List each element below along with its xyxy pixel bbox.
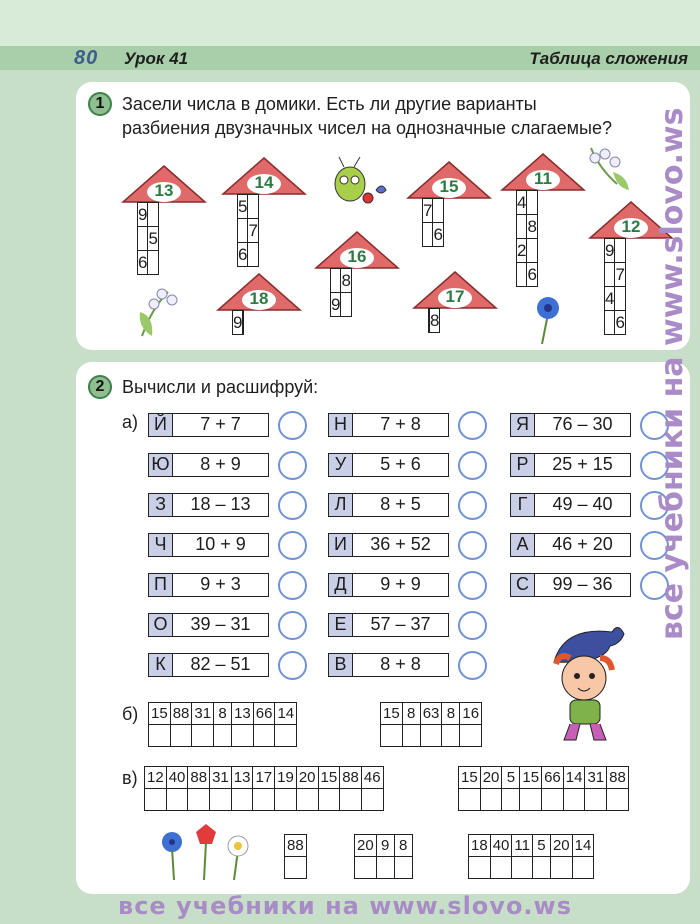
code-number: 12	[145, 767, 167, 789]
code-grid-b2	[380, 702, 482, 747]
expression: 8 + 9	[172, 453, 269, 477]
code-grid-c1	[144, 766, 384, 811]
letter-cell[interactable]	[188, 789, 210, 811]
cipher-letter: Й	[148, 413, 172, 437]
code-number: 40	[166, 767, 188, 789]
code-number: 5	[532, 835, 550, 857]
house-cell[interactable]	[138, 227, 148, 251]
part-a-label: а)	[122, 412, 139, 432]
expression-row	[328, 413, 487, 437]
code-number: 8	[214, 703, 232, 725]
house-cells	[137, 202, 159, 275]
cipher-letter: Р	[510, 453, 534, 477]
house-cell[interactable]	[148, 203, 158, 227]
code-grid-c2	[458, 766, 629, 811]
house-number: 13	[154, 181, 174, 200]
letter-cell[interactable]	[318, 789, 340, 811]
letter-cell[interactable]	[166, 789, 188, 811]
expression: 8 + 5	[352, 493, 449, 517]
flower-bells-illustration	[581, 144, 633, 192]
code-number: 40	[490, 835, 512, 857]
code-grid-b1	[148, 702, 297, 747]
letter-cell[interactable]	[607, 789, 629, 811]
expression-row	[148, 653, 307, 677]
code-number: 15	[318, 767, 340, 789]
house-cell[interactable]	[605, 311, 615, 335]
cipher-letter: У	[328, 453, 352, 477]
letter-cell[interactable]	[253, 789, 275, 811]
expression: 18 – 13	[172, 493, 269, 517]
house-number: 14	[254, 173, 274, 192]
house-cell[interactable]	[517, 263, 527, 287]
expression-row	[328, 613, 487, 637]
house-cells	[428, 308, 440, 333]
letter-cell[interactable]	[296, 789, 318, 811]
answer-circle[interactable]	[278, 651, 307, 680]
house-cell[interactable]: 7	[423, 199, 433, 223]
house-cell[interactable]: 9	[138, 203, 148, 227]
house-number: 18	[249, 289, 269, 308]
code-number: 31	[192, 703, 214, 725]
house-cell[interactable]	[248, 243, 258, 267]
letter-cell[interactable]	[376, 857, 394, 879]
letter-cell[interactable]	[340, 789, 362, 811]
expression-row	[148, 493, 307, 517]
house-cell[interactable]: 4	[517, 191, 527, 215]
house-cells	[237, 194, 259, 267]
expression-row	[148, 533, 307, 557]
gnome-illustration	[540, 618, 630, 746]
expression-row	[148, 453, 307, 477]
expression-row	[328, 653, 487, 677]
code-number: 11	[512, 835, 533, 857]
house-cell[interactable]	[248, 195, 258, 219]
task-1-panel	[76, 82, 690, 350]
answer-circle[interactable]	[458, 531, 487, 560]
bug-illustration	[326, 154, 392, 210]
letter-cell[interactable]	[520, 789, 542, 811]
code-number: 8	[442, 703, 460, 725]
cipher-letter: Л	[328, 493, 352, 517]
part-b-label: б)	[122, 704, 139, 724]
top-margin	[0, 0, 700, 46]
code-number: 20	[480, 767, 502, 789]
answer-circle[interactable]	[278, 451, 307, 480]
cipher-letter: Д	[328, 573, 352, 597]
code-number: 16	[460, 703, 482, 725]
letter-cell[interactable]	[355, 857, 377, 879]
letter-cell[interactable]	[460, 725, 482, 747]
house-cell[interactable]	[527, 191, 537, 215]
code-number: 19	[275, 767, 297, 789]
house-cell[interactable]: 6	[527, 263, 537, 287]
letter-cell[interactable]	[563, 789, 585, 811]
code-number: 18	[469, 835, 491, 857]
expression-row	[510, 533, 669, 557]
part-c-label: в)	[122, 768, 138, 788]
task-1-text-line-2: разбиения двузначных чисел на однозначные слагаемые?	[122, 118, 613, 138]
code-number: 13	[232, 703, 254, 725]
code-number: 46	[361, 767, 383, 789]
expression: 7 + 8	[352, 413, 449, 437]
expression-row	[328, 453, 487, 477]
code-number: 88	[285, 835, 307, 857]
house-cell[interactable]	[341, 293, 351, 317]
code-number: 15	[381, 703, 403, 725]
code-number: 13	[231, 767, 253, 789]
letter-cell[interactable]	[402, 725, 420, 747]
cipher-letter: З	[148, 493, 172, 517]
answer-circle[interactable]	[458, 571, 487, 600]
code-number: 31	[210, 767, 232, 789]
answer-circle[interactable]	[278, 531, 307, 560]
cipher-letter: К	[148, 653, 172, 677]
house-cell[interactable]: 6	[238, 243, 248, 267]
expression: 9 + 3	[172, 573, 269, 597]
house-number: 16	[347, 247, 367, 266]
cipher-letter: Е	[328, 613, 352, 637]
answer-circle[interactable]	[458, 411, 487, 440]
cipher-letter: Ю	[148, 453, 172, 477]
answer-circle[interactable]	[458, 451, 487, 480]
code-number: 5	[502, 767, 520, 789]
letter-cell[interactable]	[231, 789, 253, 811]
expression-row	[510, 413, 669, 437]
cipher-letter: Н	[328, 413, 352, 437]
house-cell[interactable]: 9	[605, 239, 615, 263]
letter-cell[interactable]	[210, 789, 232, 811]
house-cell[interactable]: 5	[238, 195, 248, 219]
house-cells	[516, 190, 538, 287]
letter-cell[interactable]	[275, 725, 297, 747]
expression-row	[148, 573, 307, 597]
lily-illustration	[136, 282, 186, 338]
letter-cell[interactable]	[572, 857, 594, 879]
expression-row	[148, 613, 307, 637]
lesson-title: Урок 41	[124, 49, 189, 68]
letter-cell[interactable]	[542, 789, 564, 811]
house-cell[interactable]	[433, 199, 443, 223]
letter-cell[interactable]	[285, 857, 307, 879]
house-cell[interactable]	[238, 219, 248, 243]
house-cell[interactable]: 6	[433, 223, 443, 247]
house-cells	[330, 268, 352, 317]
code-number: 31	[585, 767, 607, 789]
answer-circle[interactable]	[278, 491, 307, 520]
letter-cell[interactable]	[192, 725, 214, 747]
code-number: 88	[188, 767, 210, 789]
expression-row	[328, 493, 487, 517]
expression: 82 – 51	[172, 653, 269, 677]
house-cell[interactable]: 7	[615, 263, 625, 287]
code-number: 9	[376, 835, 394, 857]
letter-cell[interactable]	[253, 725, 275, 747]
letter-cell[interactable]	[480, 789, 502, 811]
house-cell[interactable]: 6	[138, 251, 148, 275]
house-cell[interactable]: 4	[605, 287, 615, 311]
house-cell[interactable]	[527, 239, 537, 263]
house-cells	[232, 310, 244, 335]
house-cell[interactable]: 6	[615, 311, 625, 335]
page-header	[0, 46, 700, 70]
letter-cell[interactable]	[170, 725, 192, 747]
task-2-text: Вычисли и расшифруй:	[122, 377, 319, 397]
letter-cell[interactable]	[145, 789, 167, 811]
house-number: 12	[621, 217, 641, 236]
expression-row	[510, 493, 669, 517]
code-number: 15	[520, 767, 542, 789]
expression: 39 – 31	[172, 613, 269, 637]
expression: 25 + 15	[534, 453, 631, 477]
letter-cell[interactable]	[512, 857, 533, 879]
letter-cell[interactable]	[550, 857, 572, 879]
house-number: 15	[439, 177, 459, 196]
cornflower-illustration	[528, 292, 572, 344]
house-cell[interactable]: 7	[248, 219, 258, 243]
task-2-panel	[76, 362, 690, 894]
expression-row	[510, 453, 669, 477]
expression-row	[148, 413, 307, 437]
code-number: 17	[253, 767, 275, 789]
expression-row	[328, 533, 487, 557]
letter-cell[interactable]	[232, 725, 254, 747]
code-number: 15	[149, 703, 171, 725]
code-grid-c4	[354, 834, 413, 879]
code-number: 14	[563, 767, 585, 789]
code-number: 14	[275, 703, 297, 725]
letter-cell[interactable]	[585, 789, 607, 811]
code-number: 20	[355, 835, 377, 857]
answer-circle[interactable]	[278, 611, 307, 640]
answer-circle[interactable]	[458, 651, 487, 680]
cipher-letter: О	[148, 613, 172, 637]
house-cell[interactable]	[243, 311, 244, 335]
topic-title: Таблица сложения	[529, 49, 688, 68]
letter-cell[interactable]	[490, 857, 512, 879]
letter-cell[interactable]	[361, 789, 383, 811]
task-1-text-line-1: Засели числа в домики. Есть ли другие варианты	[122, 94, 537, 114]
code-number: 88	[170, 703, 192, 725]
expression: 99 – 36	[534, 573, 631, 597]
letter-cell[interactable]	[214, 725, 232, 747]
code-number: 20	[296, 767, 318, 789]
letter-cell[interactable]	[275, 789, 297, 811]
letter-cell[interactable]	[469, 857, 491, 879]
expression-row	[328, 573, 487, 597]
expression: 76 – 30	[534, 413, 631, 437]
code-number: 15	[459, 767, 481, 789]
house-cell[interactable]: 2	[517, 239, 527, 263]
watermark-side: все учебники на www.slovo.ws	[655, 107, 690, 640]
answer-circle[interactable]	[458, 491, 487, 520]
cipher-letter: Ч	[148, 533, 172, 557]
page-number: 80	[74, 47, 99, 69]
task-2-number: 2	[88, 375, 112, 399]
cipher-letter: И	[328, 533, 352, 557]
cipher-letter: Я	[510, 413, 534, 437]
house-number: 11	[534, 169, 552, 188]
cipher-letter: С	[510, 573, 534, 597]
house-number: 17	[445, 287, 465, 306]
expression: 57 – 37	[352, 613, 449, 637]
expression: 9 + 9	[352, 573, 449, 597]
house-cell[interactable]: 9	[331, 293, 341, 317]
house-cells	[422, 198, 444, 247]
answer-circle[interactable]	[278, 571, 307, 600]
house-cell[interactable]	[331, 269, 341, 293]
house-cell[interactable]: 8	[430, 309, 440, 333]
code-number: 8	[394, 835, 412, 857]
letter-cell[interactable]	[149, 725, 171, 747]
code-number: 20	[550, 835, 572, 857]
code-number: 88	[340, 767, 362, 789]
code-number: 14	[572, 835, 594, 857]
code-number: 66	[542, 767, 564, 789]
house-cell[interactable]	[615, 239, 625, 263]
code-number: 88	[607, 767, 629, 789]
letter-cell[interactable]	[459, 789, 481, 811]
expression: 7 + 7	[172, 413, 269, 437]
house-cell[interactable]	[148, 251, 158, 275]
expression: 8 + 8	[352, 653, 449, 677]
expression: 36 + 52	[352, 533, 449, 557]
house-cell[interactable]: 8	[527, 215, 537, 239]
code-number: 8	[402, 703, 420, 725]
house-cell[interactable]: 8	[341, 269, 351, 293]
house-cells	[604, 238, 626, 335]
letter-cell[interactable]	[442, 725, 460, 747]
task-1-number: 1	[88, 92, 112, 116]
expression: 49 – 40	[534, 493, 631, 517]
cipher-letter: П	[148, 573, 172, 597]
code-number: 66	[253, 703, 275, 725]
expression: 5 + 6	[352, 453, 449, 477]
code-grid-c5	[468, 834, 594, 879]
house-cell[interactable]: 9	[233, 311, 243, 335]
expression: 46 + 20	[534, 533, 631, 557]
letter-cell[interactable]	[502, 789, 520, 811]
expression: 10 + 9	[172, 533, 269, 557]
cipher-letter: Г	[510, 493, 534, 517]
letter-cell[interactable]	[532, 857, 550, 879]
code-number: 63	[420, 703, 442, 725]
watermark-bottom: все учебники на www.slovo.ws	[118, 892, 572, 920]
expression-row	[510, 573, 669, 597]
house-cell[interactable]: 5	[148, 227, 158, 251]
cipher-letter: А	[510, 533, 534, 557]
cipher-letter: В	[328, 653, 352, 677]
house-cell[interactable]	[517, 215, 527, 239]
house-cell[interactable]	[615, 287, 625, 311]
letter-cell[interactable]	[420, 725, 442, 747]
letter-cell[interactable]	[381, 725, 403, 747]
code-grid-c3	[284, 834, 307, 879]
house-cell[interactable]	[423, 223, 433, 247]
letter-cell[interactable]	[394, 857, 412, 879]
flowers-illustration	[154, 822, 264, 882]
answer-circle[interactable]	[278, 411, 307, 440]
house-cell[interactable]	[605, 263, 615, 287]
answer-circle[interactable]	[458, 611, 487, 640]
